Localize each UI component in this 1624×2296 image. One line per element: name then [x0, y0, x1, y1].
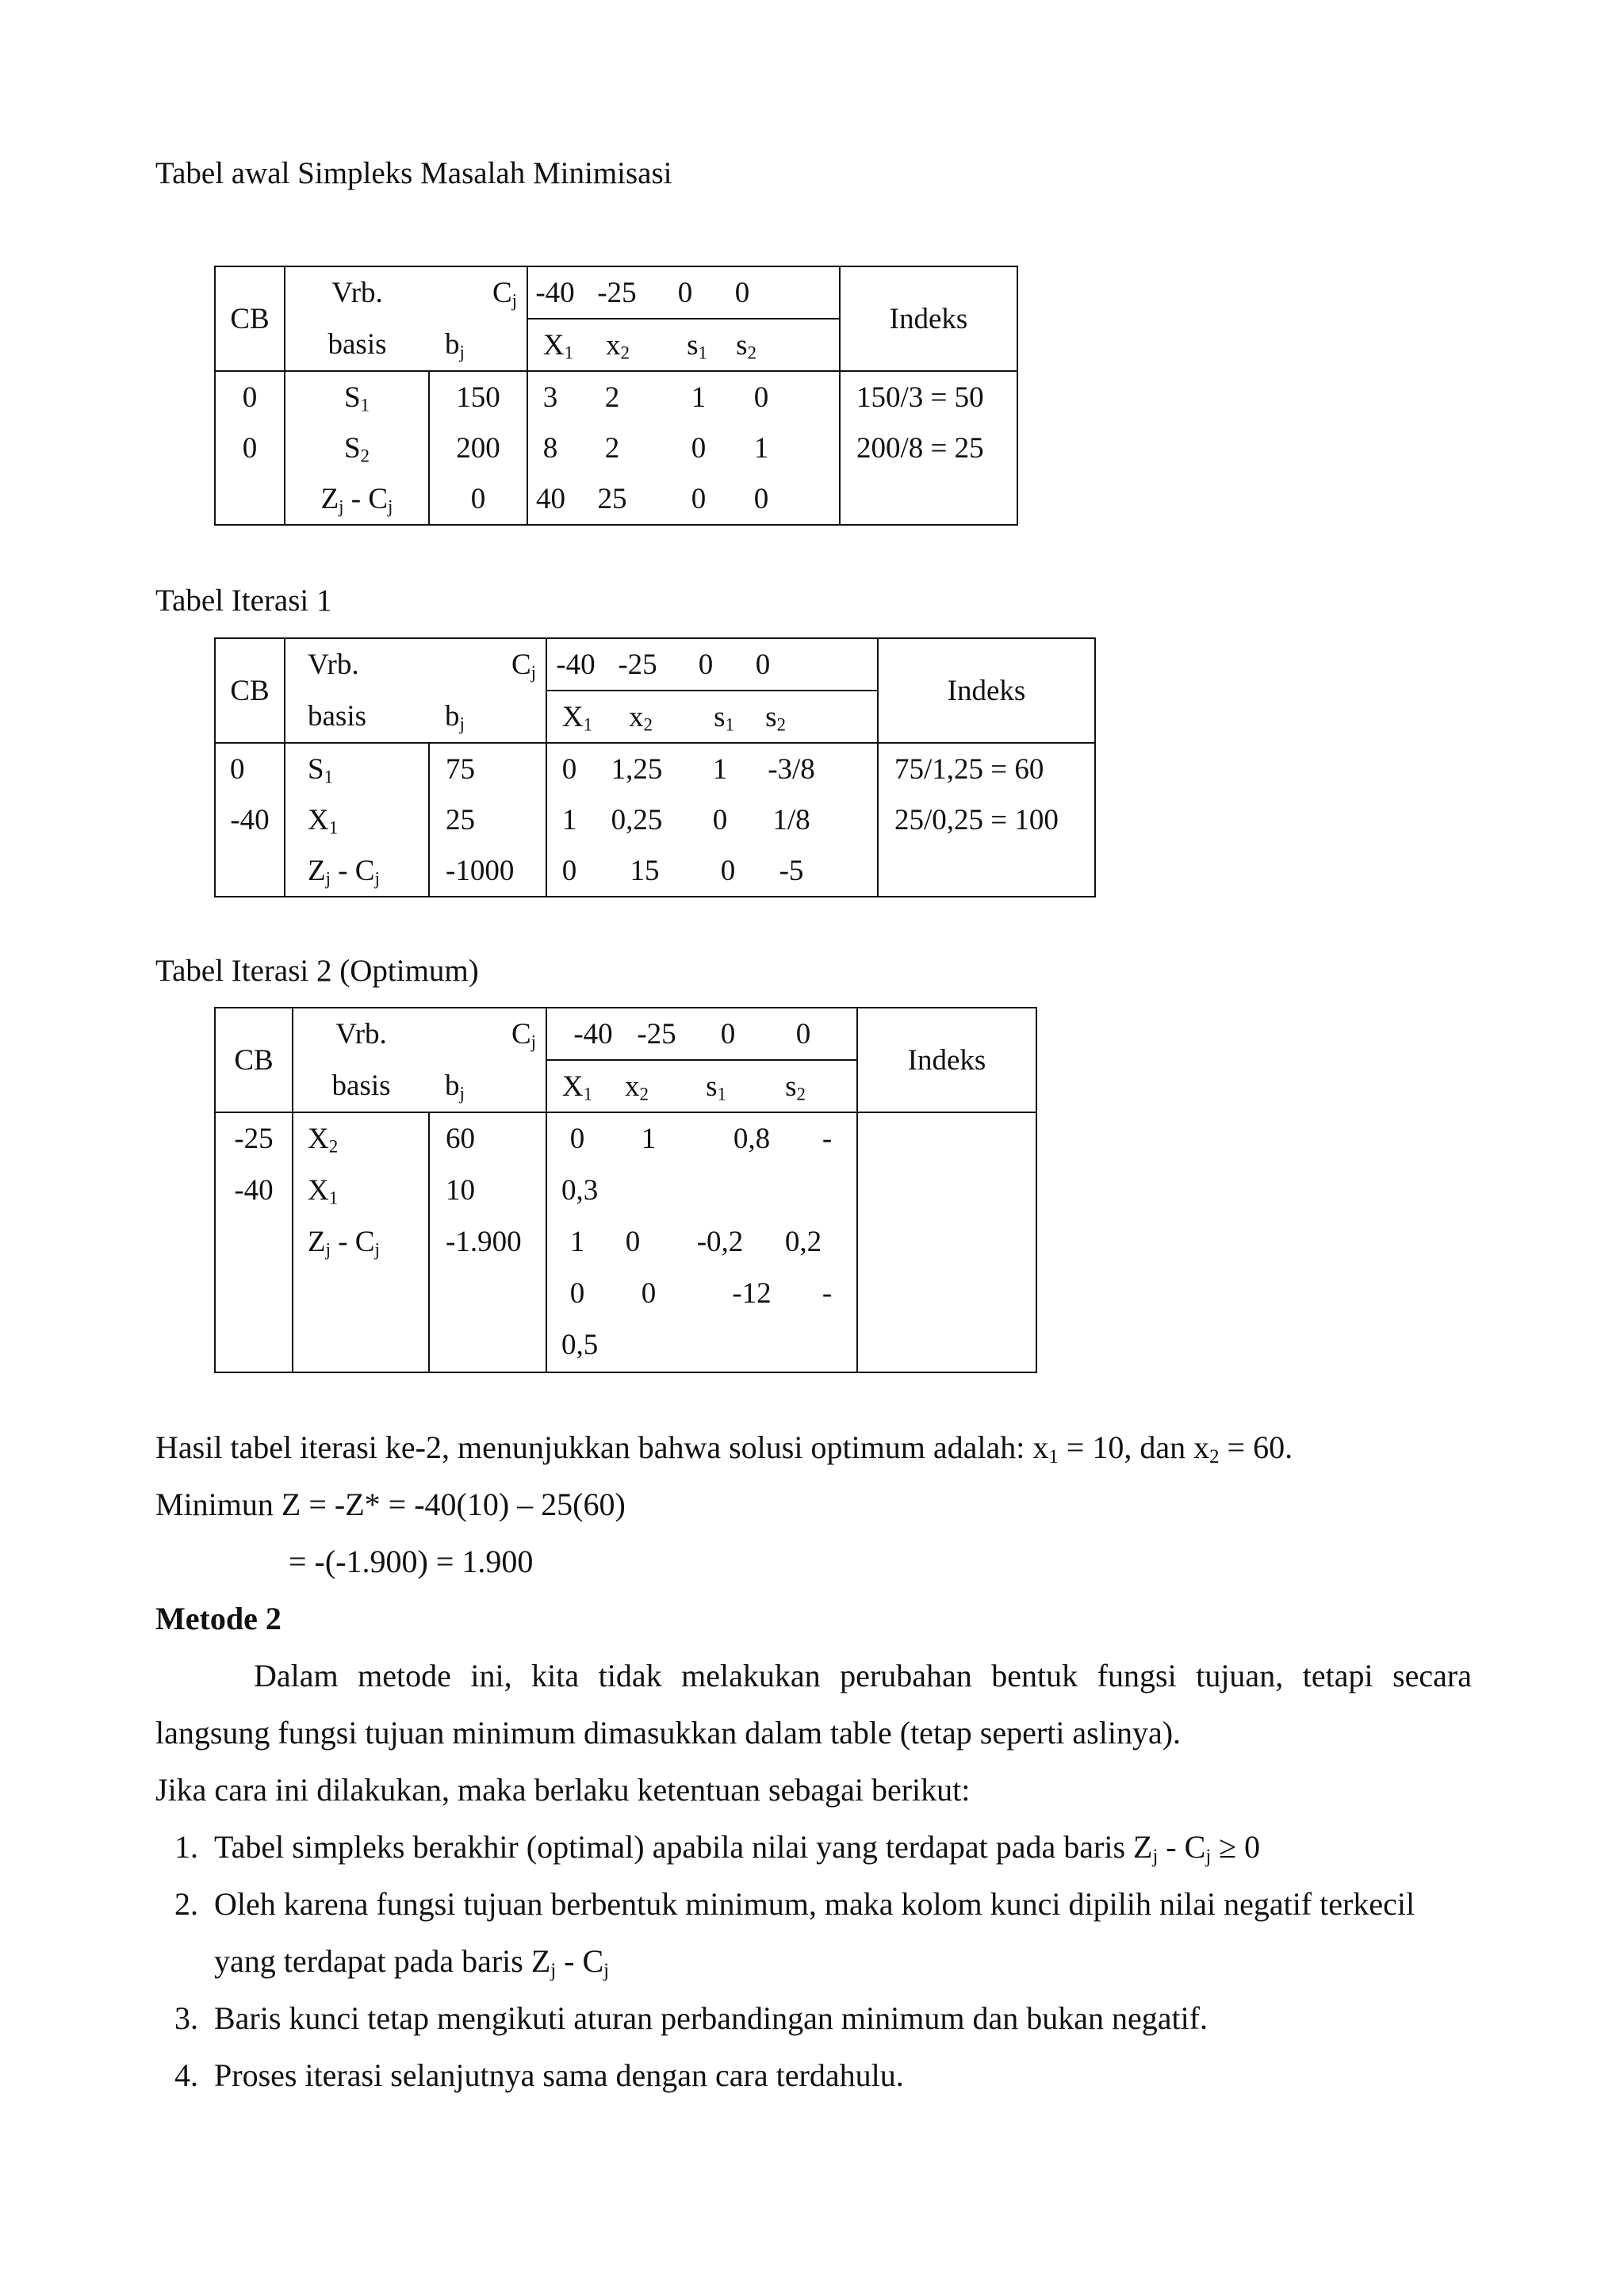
- row-b: 200: [429, 423, 527, 473]
- row-zj: $Z_j - C_j$: [308, 1226, 380, 1260]
- row-b: 150: [429, 371, 527, 423]
- header-cb: CB: [215, 638, 285, 743]
- row-b: 10: [446, 1174, 475, 1207]
- row-values: 0 1,25 1 -3/8: [546, 743, 878, 794]
- row-cb: [215, 845, 285, 897]
- table-row: [215, 473, 1017, 525]
- result-line-2: Minimun Z = -Z* = -40(10) – 25(60): [155, 1487, 626, 1522]
- row-basis-column: [293, 1112, 429, 1372]
- simplex-table-iteration-2: [214, 1007, 1037, 1373]
- header-cj: $C_j$: [429, 266, 527, 319]
- header-vrb: Vrb.: [285, 266, 429, 319]
- row-basis: $X_2$: [308, 1123, 339, 1157]
- table1-caption: Tabel awal Simpleks Masalah Minimisasi: [155, 156, 672, 190]
- value-line: 0 0 -12 -: [569, 1277, 833, 1310]
- value-line: 0,5: [561, 1329, 599, 1361]
- header-cost-values: -40 -25 0 0: [546, 638, 878, 691]
- value-line: 0,3: [561, 1174, 599, 1207]
- row-indeks: 150/3 = 50: [840, 371, 1017, 423]
- row-cb: [215, 473, 285, 525]
- row-values: 40 25 0 0: [527, 473, 840, 525]
- header-bj: $b_j$: [429, 1060, 546, 1112]
- row-basis: $S_2$: [285, 423, 429, 473]
- table-row: [215, 423, 1017, 473]
- row-basis: $X_1$: [308, 1174, 339, 1208]
- header-indeks: Indeks: [840, 266, 1017, 371]
- row-cb: -40: [234, 1174, 274, 1207]
- result-line-3: = -(-1.900) = 1.900: [289, 1544, 534, 1579]
- result-line-1: Hasil tabel iterasi ke-2, menunjukkan bahwa solusi optimum adalah: $x_1 = 10$, dan $x_2 = 60$.: [155, 1429, 1293, 1468]
- header-cb: CB: [215, 1008, 293, 1112]
- row-cb: 0: [215, 423, 285, 473]
- row-indeks: [878, 845, 1095, 897]
- header-cb: CB: [215, 266, 285, 371]
- table-row: [215, 845, 1095, 897]
- header-cj: $C_j$: [429, 638, 546, 691]
- simplex-table-iteration-1: [214, 637, 1096, 897]
- table-row: [215, 371, 1017, 423]
- header-variables: $X_1$ $x_2$ $s_1$ $s_2$: [546, 1060, 857, 1112]
- header-bj: $b_j$: [429, 319, 527, 371]
- row-b: 0: [429, 473, 527, 525]
- row-values: 8 2 0 1: [527, 423, 840, 473]
- header-variables: $X_1$ $x_2$ $s_1$ $s_2$: [527, 319, 840, 371]
- row-values: 1 0,25 0 1/8: [546, 794, 878, 845]
- header-basis: basis: [285, 319, 429, 371]
- row-b-column: [429, 1112, 546, 1372]
- row-basis: $S_1$: [285, 743, 429, 794]
- header-vrb: Vrb.: [293, 1008, 429, 1060]
- row-values: 0 15 0 -5: [546, 845, 878, 897]
- row-b: 60: [446, 1123, 475, 1155]
- row-cb: -40: [215, 794, 285, 845]
- row-indeks: [857, 1112, 1036, 1372]
- header-basis: basis: [285, 691, 429, 743]
- row-indeks: [840, 473, 1017, 525]
- row-zj: $Z_j - C_j$: [285, 473, 429, 525]
- simplex-table-initial: [214, 266, 1018, 526]
- header-bj: $b_j$: [429, 691, 546, 743]
- header-cost-values: -40 -25 0 0: [546, 1008, 857, 1060]
- row-values: 3 2 1 0: [527, 371, 840, 423]
- row-basis: $X_1$: [285, 794, 429, 845]
- value-line: 1 0 -0,2 0,2: [569, 1226, 822, 1258]
- row-b: 75: [429, 743, 546, 794]
- row-values-column: [546, 1112, 857, 1372]
- row-zj: $Z_j - C_j$: [285, 845, 429, 897]
- row-indeks: 25/0,25 = 100: [878, 794, 1095, 845]
- header-cost-values: -40 -25 0 0: [527, 266, 840, 319]
- table-row: [215, 794, 1095, 845]
- paragraph: Jika cara ini dilakukan, maka berlaku ketentuan sebagai berikut:: [155, 1772, 971, 1808]
- row-b: -1.900: [446, 1226, 522, 1258]
- header-indeks: Indeks: [857, 1008, 1036, 1112]
- paragraph-line: langsung fungsi tujuan minimum dimasukkan dalam table (tetap seperti aslinya).: [155, 1715, 1182, 1751]
- header-indeks: Indeks: [878, 638, 1095, 743]
- header-variables: $X_1$ $x_2$ $s_1$ $s_2$: [546, 691, 878, 743]
- value-line: 0 1 0,8 -: [569, 1123, 833, 1155]
- paragraph-line: Dalam metode ini, kita tidak melakukan perubahan bentuk fungsi tujuan, tetapi secara: [254, 1658, 1472, 1693]
- row-indeks: 75/1,25 = 60: [878, 743, 1095, 794]
- row-basis: $S_1$: [285, 371, 429, 423]
- row-cb: 0: [215, 743, 285, 794]
- row-cb: 0: [215, 371, 285, 423]
- table3-caption: Tabel Iterasi 2 (Optimum): [155, 954, 479, 988]
- row-b: -1000: [429, 845, 546, 897]
- table2-caption: Tabel Iterasi 1: [155, 584, 332, 618]
- section-heading: Metode 2: [155, 1601, 282, 1636]
- header-cj: $C_j$: [429, 1008, 546, 1060]
- row-b: 25: [429, 794, 546, 845]
- row-cb-column: [215, 1112, 293, 1372]
- table-row: [215, 743, 1095, 794]
- row-indeks: 200/8 = 25: [840, 423, 1017, 473]
- row-cb: -25: [234, 1123, 274, 1155]
- header-vrb: Vrb.: [285, 638, 429, 691]
- header-basis: basis: [293, 1060, 429, 1112]
